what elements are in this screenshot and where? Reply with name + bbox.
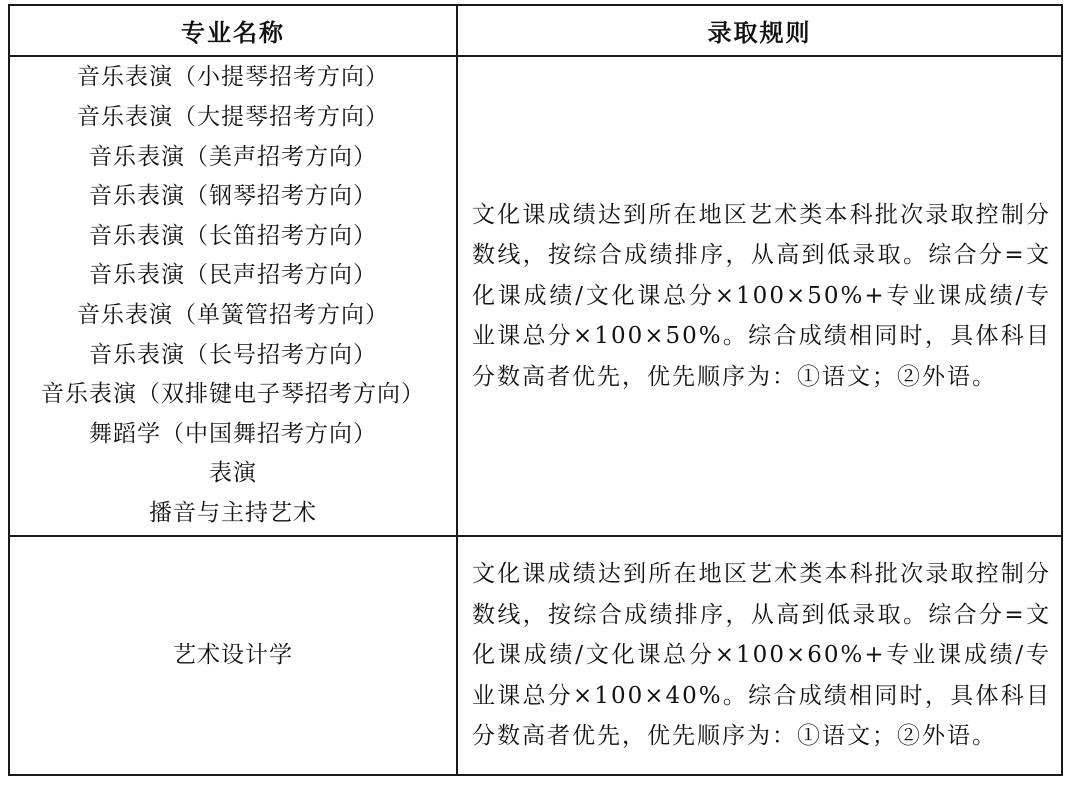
major-name: 音乐表演（钢琴招考方向） [89, 183, 377, 210]
major-name: 音乐表演（民声招考方向） [89, 262, 377, 289]
row-1-majors-cell [10, 57, 456, 535]
major-name: 音乐表演（双排键电子琴招考方向） [41, 381, 425, 408]
row-2-majors-cell [10, 537, 456, 774]
major-name: 音乐表演（小提琴招考方向） [77, 64, 389, 91]
header-admission-rule: 录取规则 [707, 18, 812, 47]
major-name: 音乐表演（长笛招考方向） [89, 222, 377, 249]
row-2-rule-cell [458, 537, 1061, 774]
major-name: 播音与主持艺术 [149, 499, 317, 526]
major-name: 艺术设计学 [173, 641, 293, 668]
major-name: 音乐表演（大提琴招考方向） [77, 104, 389, 131]
admission-rule-text: 文化课成绩达到所在地区艺术类本科批次录取控制分数线，按综合成绩排序，从高到低录取。综合分=文化课成绩/文化课总分×100×60%+专业课成绩/专业课总分×100×40%。综合成绩相同时，具体科目分数高者优先，优先顺序为：①语文；②外语。 [472, 561, 1051, 750]
admission-rule-text: 文化课成绩达到所在地区艺术类本科批次录取控制分数线，按综合成绩排序，从高到低录取。综合分=文化课成绩/文化课总分×100×50%+专业课成绩/专业课总分×100×50%。综合成绩相同时，具体科目分数高者优先，优先顺序为：①语文；②外语。 [472, 201, 1051, 390]
major-name: 音乐表演（美声招考方向） [89, 143, 377, 170]
major-name: 音乐表演（长号招考方向） [89, 341, 377, 368]
major-name: 表演 [209, 460, 257, 487]
header-major-name: 专业名称 [181, 18, 285, 47]
row-1-rule-cell [458, 57, 1061, 535]
major-name: 音乐表演（单簧管招考方向） [77, 302, 389, 328]
major-name: 舞蹈学（中国舞招考方向） [89, 420, 377, 447]
admission-rules-table [8, 4, 1063, 776]
